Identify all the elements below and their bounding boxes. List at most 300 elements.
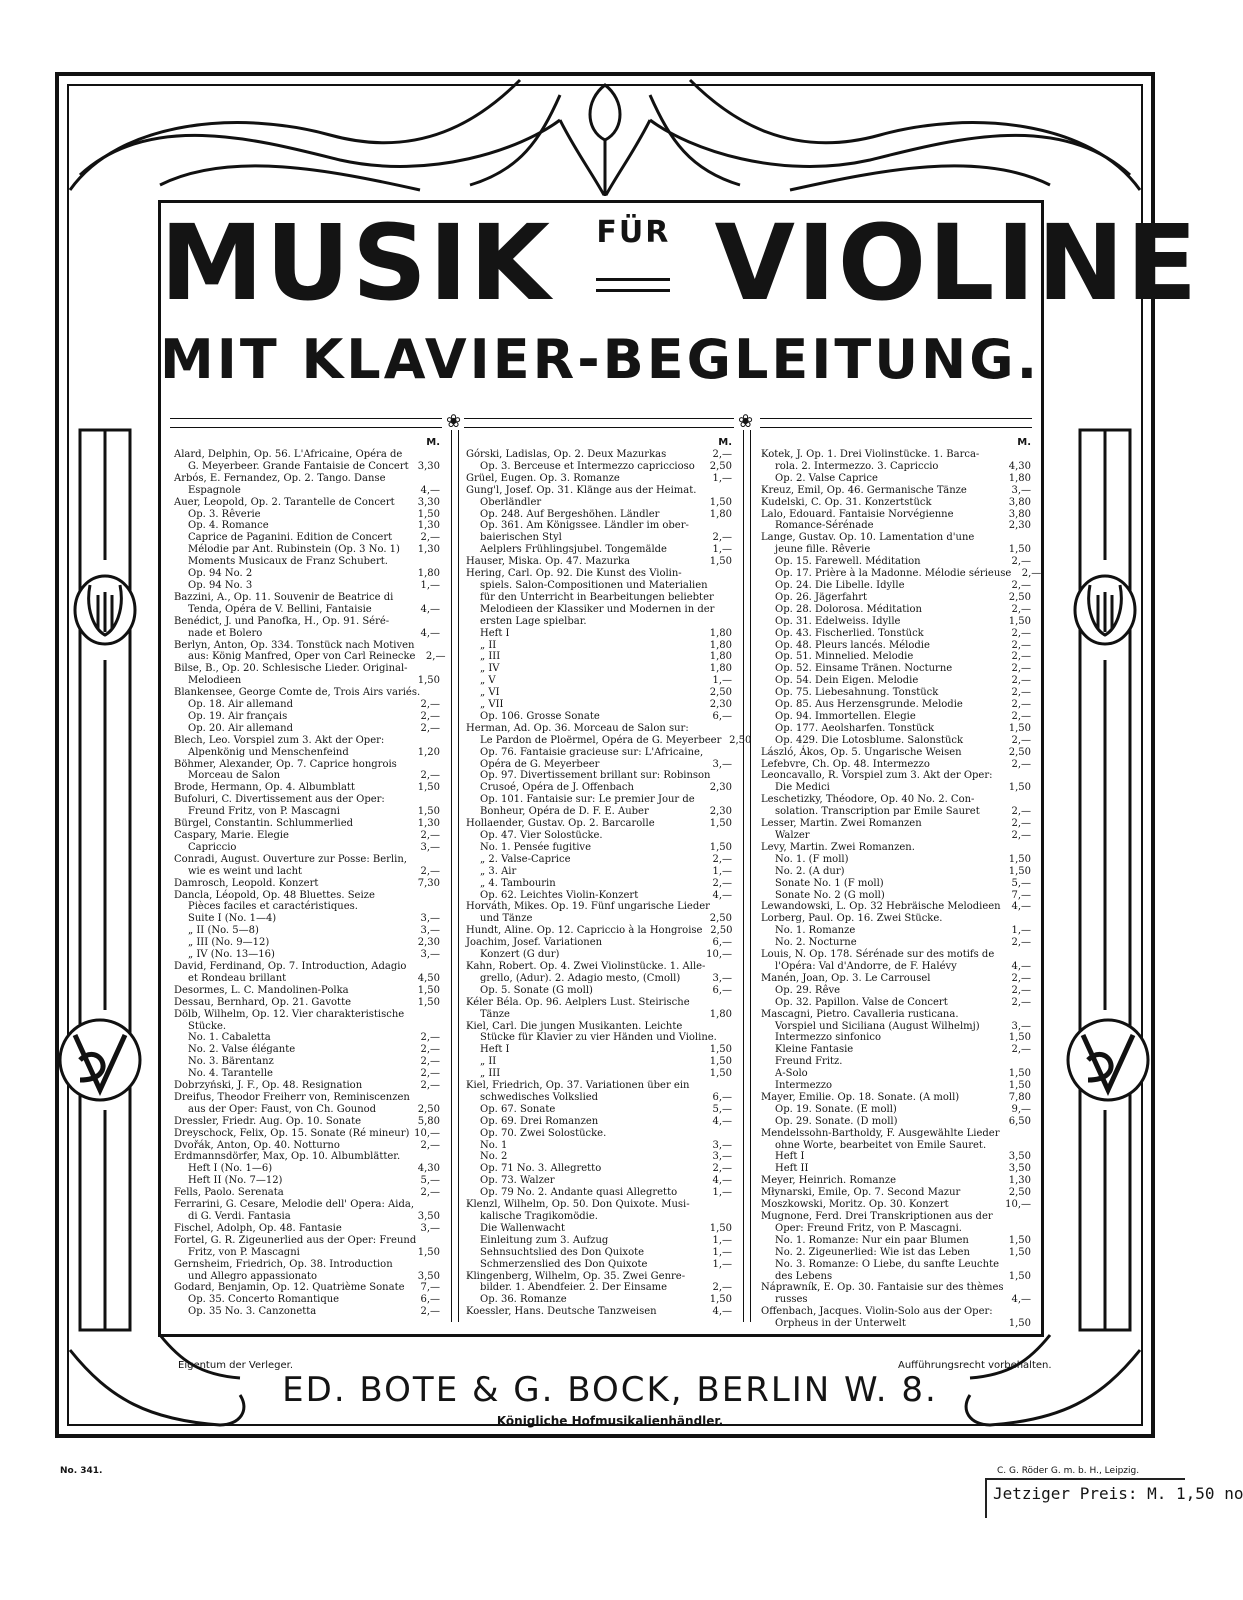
entry-title: grello, (Adur). 2. Adagio mesto, (Cmoll) <box>480 972 681 984</box>
entry-title: Mugnone, Ferd. Drei Transkriptionen aus der <box>761 1211 993 1222</box>
catalog-entry <box>466 818 732 830</box>
entry-price: 2,— <box>1011 806 1031 818</box>
catalog-entry <box>761 556 1031 568</box>
entry-price <box>702 1271 732 1283</box>
entry-price: 4,— <box>420 484 440 496</box>
catalog-entry <box>174 628 440 640</box>
entry-price <box>702 1080 732 1092</box>
catalog-entry <box>466 1211 732 1223</box>
entry-title: Vorspiel und Siciliana (August Wilhelmj) <box>775 1020 980 1032</box>
catalog-entry <box>761 497 1031 509</box>
catalog-entry <box>466 449 732 461</box>
catalog-entry <box>174 842 440 854</box>
entry-price: 3,50 <box>1008 1151 1031 1163</box>
catalog-entry <box>174 818 440 830</box>
entry-price: 2,— <box>420 1080 440 1092</box>
catalog-entry <box>466 997 732 1009</box>
catalog-entry <box>466 497 732 509</box>
catalog-entry <box>174 1199 440 1211</box>
entry-price: 2,— <box>420 532 440 544</box>
entry-price <box>420 687 450 699</box>
catalog-entry <box>466 532 732 544</box>
main-title <box>160 202 1200 324</box>
entry-price: 2,— <box>1011 758 1031 770</box>
catalog-entry <box>174 556 440 568</box>
entry-price: 2,— <box>1011 818 1031 830</box>
entry-price: 2,— <box>1011 687 1031 699</box>
catalog-entry <box>761 913 1031 925</box>
entry-title: Koessler, Hans. Deutsche Tanzweisen <box>466 1306 657 1318</box>
entry-price: 7,30 <box>417 877 440 889</box>
entry-price <box>1001 1140 1031 1152</box>
entry-title: „ II <box>480 1056 497 1068</box>
entry-title: wie es weint und lacht <box>188 865 303 877</box>
entry-price <box>410 735 440 747</box>
entry-title: Heft II (No. 7—12) <box>188 1175 283 1187</box>
entry-price: 2,— <box>1011 627 1031 639</box>
catalog-entry <box>174 854 440 866</box>
entry-title: Heft I <box>480 627 510 639</box>
entry-price: 2,50 <box>709 913 732 925</box>
entry-price: 10,— <box>1005 1199 1031 1211</box>
entry-price: 1,50 <box>709 496 732 508</box>
catalog-entry <box>466 1151 732 1163</box>
entry-price <box>702 1211 732 1223</box>
entry-price: 2,— <box>712 877 732 889</box>
entry-price: 2,— <box>1011 579 1031 591</box>
entry-price: 4,— <box>712 1115 732 1127</box>
currency-header: M. <box>1017 437 1031 448</box>
entry-title: Heft I <box>775 1151 805 1163</box>
entry-title: Op. 73. Walzer <box>480 1175 555 1187</box>
entry-title: Schmerzenslied des Don Quixote <box>480 1258 648 1270</box>
catalog-entry <box>174 830 440 842</box>
entry-price: 2,— <box>1011 830 1031 841</box>
entry-title: Bürgel, Constantin. Schlummerlied <box>174 818 354 830</box>
entry-title: G. Meyerbeer. Grande Fantaisie de Concert <box>188 460 409 472</box>
catalog-entry <box>466 1009 732 1021</box>
entry-title: Dancla, Léopold, Op. 48 Bluettes. Seize <box>174 889 375 901</box>
catalog-entry <box>174 592 440 604</box>
entry-title: Op. 75. Liebesahnung. Tonstück <box>775 687 939 699</box>
entry-price: 5,— <box>1011 877 1031 889</box>
catalog-entry <box>761 1282 1031 1294</box>
catalog-entry <box>174 616 440 628</box>
catalog-entry <box>174 1223 440 1235</box>
entry-title: Benédict, J. und Panofka, H., Op. 91. Séré- <box>174 615 390 627</box>
entry-price: 1,50 <box>417 1246 440 1258</box>
entry-title: Mascagni, Pietro. Cavalleria rusticana. <box>761 1008 959 1020</box>
entry-title: Einleitung zum 3. Aufzug <box>480 1234 609 1246</box>
catalog-entry <box>466 723 732 735</box>
catalog-entry <box>761 985 1031 997</box>
entry-title: kalische Tragikomödie. <box>480 1211 598 1222</box>
entry-title: Op. 62. Leichtes Violin-Konzert <box>480 889 639 901</box>
catalog-entry <box>466 806 732 818</box>
entry-price: 4,50 <box>417 972 440 984</box>
entry-title: Dobrzyński, J. F., Op. 48. Resignation <box>174 1080 363 1092</box>
catalog-entry <box>174 1271 440 1283</box>
entry-title: Op. 177. Aeolsharfen. Tonstück <box>775 722 935 734</box>
entry-price: 1,20 <box>417 746 440 758</box>
entry-price: 1,50 <box>1008 722 1031 734</box>
entry-title: Kéler Béla. Op. 96. Aelplers Lust. Steirische <box>466 996 690 1008</box>
catalog-entry <box>466 604 732 616</box>
entry-title: Freund Fritz. <box>775 1056 843 1068</box>
catalog-entry <box>174 997 440 1009</box>
entry-title: Pièces faciles et caractéristiques. <box>188 901 358 913</box>
entry-price: 7,— <box>1011 889 1031 901</box>
entry-title: aus der Oper: Faust, von Ch. Gounod <box>188 1103 377 1115</box>
catalog-entry <box>761 1318 1031 1330</box>
entry-title: „ V <box>480 675 496 687</box>
entry-price <box>416 1235 446 1247</box>
catalog-entry <box>466 1223 732 1235</box>
entry-title: No. 1. (F moll) <box>775 853 849 865</box>
entry-price: 7,— <box>420 1282 440 1294</box>
entry-price <box>1001 449 1031 461</box>
entry-title: Op. 3. Berceuse et Intermezzo capriccioso <box>480 460 695 472</box>
entry-title: Arbós, E. Fernandez, Op. 2. Tango. Danse <box>174 472 386 484</box>
entry-price <box>714 592 744 604</box>
entry-price <box>410 901 440 913</box>
entry-title: Sehnsuchtslied des Don Quixote <box>480 1246 645 1258</box>
entry-price <box>702 1021 732 1033</box>
entry-price <box>1004 1282 1034 1294</box>
entry-title: No. 3. Bärentanz <box>188 1056 274 1068</box>
catalog-entry <box>761 485 1031 497</box>
catalog-entry <box>761 1151 1031 1163</box>
title-fur: FÜR <box>596 208 670 248</box>
entry-price: 1,50 <box>709 1222 732 1234</box>
catalog-entry <box>174 1056 440 1068</box>
catalog-entry <box>466 1128 732 1140</box>
entry-title: „ VI <box>480 687 500 699</box>
entry-price: 2,— <box>1011 1044 1031 1056</box>
catalog-entry <box>761 890 1031 902</box>
entry-title: Op. 76. Fantaisie gracieuse sur: L'Africaine, <box>480 746 704 758</box>
entry-title: des Lebens <box>775 1270 833 1282</box>
catalog-column-3 <box>761 437 1042 1330</box>
entry-title: Dreyschock, Felix, Op. 15. Sonate (Ré mineur) <box>174 1127 410 1139</box>
catalog-entry <box>466 544 732 556</box>
performance-rights-note: Aufführungsrecht vorbehalten. <box>898 1360 1052 1371</box>
catalog-column-2 <box>466 437 752 1322</box>
entry-price <box>702 485 732 497</box>
entry-title: Op. 71 No. 3. Allegretto <box>480 1163 602 1175</box>
entry-price: 2,— <box>1011 937 1031 949</box>
entry-title: Bazzini, A., Op. 11. Souvenir de Beatrice di <box>174 591 394 603</box>
entry-title: Op. 17. Prière à la Madonne. Mélodie sérieuse <box>775 568 1012 580</box>
entry-title: Hauser, Miska. Op. 47. Mazurka <box>466 556 630 568</box>
entry-title: Alpenkönig und Menschenfeind <box>188 746 349 758</box>
entry-price: 1,50 <box>709 1294 732 1306</box>
catalog-entry <box>466 520 732 532</box>
catalog-entry <box>466 1021 732 1033</box>
catalog-entry <box>761 532 1031 544</box>
catalog-entry <box>466 1104 732 1116</box>
catalog-entry <box>174 1235 440 1247</box>
entry-title: Opéra de G. Meyerbeer <box>480 758 600 770</box>
entry-title: Die Medici <box>775 782 830 794</box>
catalog-entry <box>466 782 732 794</box>
catalog-entry <box>761 544 1031 556</box>
entry-title: Bilse, B., Op. 20. Schlesische Lieder. Original- <box>174 663 408 675</box>
entry-title: Joachim, Josef. Variationen <box>466 937 603 949</box>
catalog-entry <box>466 985 732 997</box>
separator-right <box>760 418 1032 428</box>
entry-title: Lesser, Martin. Zwei Romanzen <box>761 818 922 830</box>
entry-title: Kiel, Friedrich, Op. 37. Variationen über ein <box>466 1080 690 1092</box>
entry-price <box>702 1199 732 1211</box>
entry-price: 2,— <box>1011 972 1031 984</box>
entry-price: 2,— <box>420 1044 440 1056</box>
entry-title: Op. 5. Sonate (G moll) <box>480 984 593 996</box>
entry-title: Op. 4. Romance <box>188 520 269 532</box>
entry-title: Caspary, Marie. Elegie <box>174 830 289 841</box>
entry-title: Op. 51. Minnelied. Melodie <box>775 651 914 663</box>
catalog-entry <box>466 770 732 782</box>
catalog-entry <box>174 759 440 771</box>
entry-title: nade et Bolero <box>188 627 263 639</box>
entry-title: Op. 97. Divertissement brillant sur: Robinson <box>480 770 711 782</box>
entry-price <box>710 901 740 913</box>
entry-price <box>1001 842 1031 854</box>
entry-title: A-Solo <box>775 1068 808 1080</box>
entry-title: Op. 24. Die Libelle. Idylle <box>775 579 905 591</box>
catalog-entry <box>174 687 440 699</box>
catalog-entry <box>174 878 440 890</box>
catalog-entry <box>466 1247 732 1259</box>
catalog-entry <box>174 1128 440 1140</box>
catalog-entry <box>174 866 440 878</box>
catalog-entry <box>761 580 1031 592</box>
entry-title: et Rondeau brillant <box>188 972 287 984</box>
entry-title: Op. 94. Immortellen. Elegie <box>775 710 916 722</box>
catalog-entry <box>466 734 752 747</box>
catalog-entry <box>761 1032 1031 1044</box>
catalog-entry <box>761 794 1031 806</box>
catalog-entry <box>761 1104 1031 1116</box>
entry-title: Mendelssohn-Bartholdy, F. Ausgewählte Lieder <box>761 1127 1000 1139</box>
catalog-entry <box>466 711 732 723</box>
catalog-entry <box>466 485 732 497</box>
catalog-entry <box>466 1140 732 1152</box>
catalog-entry <box>174 1306 440 1318</box>
catalog-entry <box>466 687 732 699</box>
entry-title: und Allegro appassionato <box>188 1270 318 1282</box>
entry-title: Mayer, Emilie. Op. 18. Sonate. (A moll) <box>761 1091 960 1103</box>
catalog-entry <box>174 985 440 997</box>
catalog-column-1 <box>174 437 446 1322</box>
entry-price: 1,— <box>1011 925 1031 937</box>
entry-price: 2,— <box>420 830 440 841</box>
entry-price: 2,— <box>1011 734 1031 746</box>
catalog-entry <box>761 759 1031 771</box>
catalog-entry <box>466 568 732 580</box>
entry-price: 1,50 <box>417 782 440 794</box>
entry-title: Sonate No. 2 (G moll) <box>775 889 885 901</box>
entry-title: Lange, Gustav. Op. 10. Lamentation d'une <box>761 532 975 544</box>
entry-title: Espagnole <box>188 484 241 496</box>
entry-title: jeune fille. Rêverie <box>775 544 871 556</box>
entry-price: 2,50 <box>1008 1187 1031 1199</box>
entry-price: 1,80 <box>709 651 732 663</box>
catalog-entry <box>761 1128 1031 1140</box>
entry-title: Op. 70. Zwei Solostücke. <box>480 1127 607 1139</box>
entry-title: Op. 36. Romanze <box>480 1294 567 1306</box>
entry-title: schwedisches Volkslied <box>480 1091 599 1103</box>
catalog-entry <box>466 616 732 628</box>
entry-price: 1,— <box>420 579 440 591</box>
catalog-entry <box>761 568 1042 580</box>
entry-title: Moszkowski, Moritz. Op. 30. Konzert <box>761 1199 949 1211</box>
entry-price: 2,— <box>420 699 440 711</box>
catalog-entry <box>466 854 732 866</box>
entry-title: baierischen Styl <box>480 532 562 544</box>
entry-price: 2,— <box>712 853 732 865</box>
entry-title: Dreifus, Theodor Freiherr von, Reminiscenzen <box>174 1091 410 1103</box>
catalog-entry <box>174 794 440 806</box>
catalog-entry <box>466 592 732 604</box>
catalog-entry <box>761 842 1031 854</box>
entry-price: 2,— <box>420 1139 440 1151</box>
entry-price: 6,— <box>420 1294 440 1306</box>
entry-title: Gernsheim, Friedrich, Op. 38. Introduction <box>174 1258 393 1270</box>
entry-title: Moments Musicaux de Franz Schubert. <box>188 556 388 568</box>
entry-price: 3,30 <box>417 496 440 508</box>
entry-title: spiels. Salon-Compositionen und Materialien <box>480 579 708 591</box>
entry-price: 1,80 <box>709 663 732 675</box>
entry-title: Op. 52. Einsame Tränen. Nocturne <box>775 663 953 675</box>
catalog-entry <box>174 604 440 616</box>
catalog-entry <box>761 1211 1031 1223</box>
catalog-entry <box>761 961 1031 973</box>
entry-price: 1,50 <box>1008 1270 1031 1282</box>
entry-price <box>1001 1223 1031 1235</box>
catalog-entry <box>174 1009 440 1021</box>
entry-price: 4,— <box>420 627 440 639</box>
entry-price <box>702 723 732 735</box>
catalog-entry <box>466 699 732 711</box>
entry-title: Intermezzo <box>775 1080 833 1092</box>
entry-price: 2,— <box>1011 996 1031 1008</box>
entry-price <box>410 592 440 604</box>
entry-price: 4,30 <box>1008 460 1031 472</box>
catalog-entry <box>466 1259 732 1271</box>
currency-header: M. <box>426 437 440 448</box>
catalog-entry <box>761 1092 1031 1104</box>
entry-title: Stücke für Klavier zu vier Händen und Violine. <box>480 1032 717 1044</box>
catalog-entry <box>761 651 1031 663</box>
entry-title: David, Ferdinand, Op. 7. Introduction, Adagio <box>174 960 407 972</box>
entry-price <box>1001 1211 1031 1223</box>
entry-title: Klenzl, Wilhelm, Op. 50. Don Quixote. Musi- <box>466 1199 690 1211</box>
catalog-entry <box>761 592 1031 604</box>
entry-price: 1,— <box>712 865 732 877</box>
entry-price: 2,50 <box>710 925 733 937</box>
entry-title: Náprawník, E. Op. 30. Fantaisie sur des thèmes <box>761 1282 1004 1294</box>
flower-icon: ❀ <box>738 411 754 432</box>
entry-price: 1,— <box>712 544 732 556</box>
entry-price: 1,— <box>712 1246 732 1258</box>
entry-price: 6,— <box>712 937 732 949</box>
catalog-entry <box>761 461 1031 473</box>
entry-price <box>410 1151 440 1163</box>
catalog-entry <box>761 1140 1031 1152</box>
entry-price <box>410 854 440 866</box>
entry-title: Tenda, Opéra de V. Bellini, Fantaisie <box>188 603 372 615</box>
entry-title: „ 3. Air <box>480 865 517 877</box>
entry-title: Dessau, Bernhard, Op. 21. Gavotte <box>174 996 352 1008</box>
entry-title: l'Opéra: Val d'Andorre, de F. Halévy <box>775 960 957 972</box>
entry-price: 1,— <box>712 1234 732 1246</box>
entry-price: 2,50 <box>709 460 732 472</box>
entry-title: „ II <box>480 639 497 651</box>
entry-price: 2,— <box>420 770 440 782</box>
entry-title: Op. 32. Papillon. Valse de Concert <box>775 996 948 1008</box>
catalog-entry <box>174 544 440 556</box>
entry-price <box>410 890 440 902</box>
catalog-entry <box>761 735 1031 747</box>
catalog-entry <box>174 532 440 544</box>
entry-title: „ III (No. 9—12) <box>188 937 270 949</box>
catalog-entry <box>761 949 1031 961</box>
entry-title: Kotek, J. Op. 1. Drei Violinstücke. 1. Barca- <box>761 449 980 460</box>
entry-title: Ferrarini, G. Cesare, Melodie dell' Opera: Aida, <box>174 1199 414 1211</box>
catalog-entry <box>761 878 1031 890</box>
entry-title: Op. 15. Farewell. Méditation <box>775 556 921 568</box>
entry-title: Op. 19. Sonate. (E moll) <box>775 1103 897 1115</box>
catalog-entry <box>174 509 440 521</box>
entry-title: No. 1. Pensée fugitive <box>480 841 591 853</box>
entry-price: 2,— <box>712 1282 732 1294</box>
catalog-entry <box>761 818 1031 830</box>
entry-price <box>410 663 440 675</box>
catalog-entry <box>761 520 1031 532</box>
entry-title: Godard, Benjamin, Op. 12. Quatrième Sonate <box>174 1282 405 1294</box>
entry-title: Op. 94 No. 2 <box>188 568 253 580</box>
entry-title: Brode, Hermann, Op. 4. Albumblatt <box>174 782 355 794</box>
entry-title: Fells, Paolo. Serenata <box>174 1187 284 1199</box>
catalog-entry <box>466 842 732 854</box>
catalog-entry <box>466 1294 732 1306</box>
catalog-entry <box>466 640 732 652</box>
catalog-entry <box>761 509 1031 521</box>
entry-price: 1,80 <box>709 639 732 651</box>
entry-price <box>414 1199 444 1211</box>
entry-title: Op. 69. Drei Romanzen <box>480 1115 599 1127</box>
catalog-entry <box>174 568 440 580</box>
entry-title: Levy, Martin. Zwei Romanzen. <box>761 841 915 853</box>
entry-price: 3,— <box>1011 1020 1031 1032</box>
catalog-entry <box>174 461 440 473</box>
entry-price: 1,50 <box>1008 544 1031 556</box>
entry-title: bilder. 1. Abendfeier. 2. Der Einsame <box>480 1282 668 1294</box>
catalog-entry <box>761 1116 1031 1128</box>
entry-title: Grüel, Eugen. Op. 3. Romanze <box>466 472 620 484</box>
catalog-entry <box>466 1068 732 1080</box>
entry-price: 2,— <box>420 710 440 722</box>
entry-title: Heft II <box>775 1163 809 1175</box>
entry-price: 1,50 <box>709 841 732 853</box>
catalog-entry <box>466 628 732 640</box>
entry-price: 6,— <box>712 984 732 996</box>
entry-title: Bonheur, Opéra de D. F. E. Auber <box>480 806 649 818</box>
entry-price: 1,30 <box>417 544 440 556</box>
entry-title: Op. 2. Valse Caprice <box>775 472 878 484</box>
entry-price <box>410 1009 440 1021</box>
